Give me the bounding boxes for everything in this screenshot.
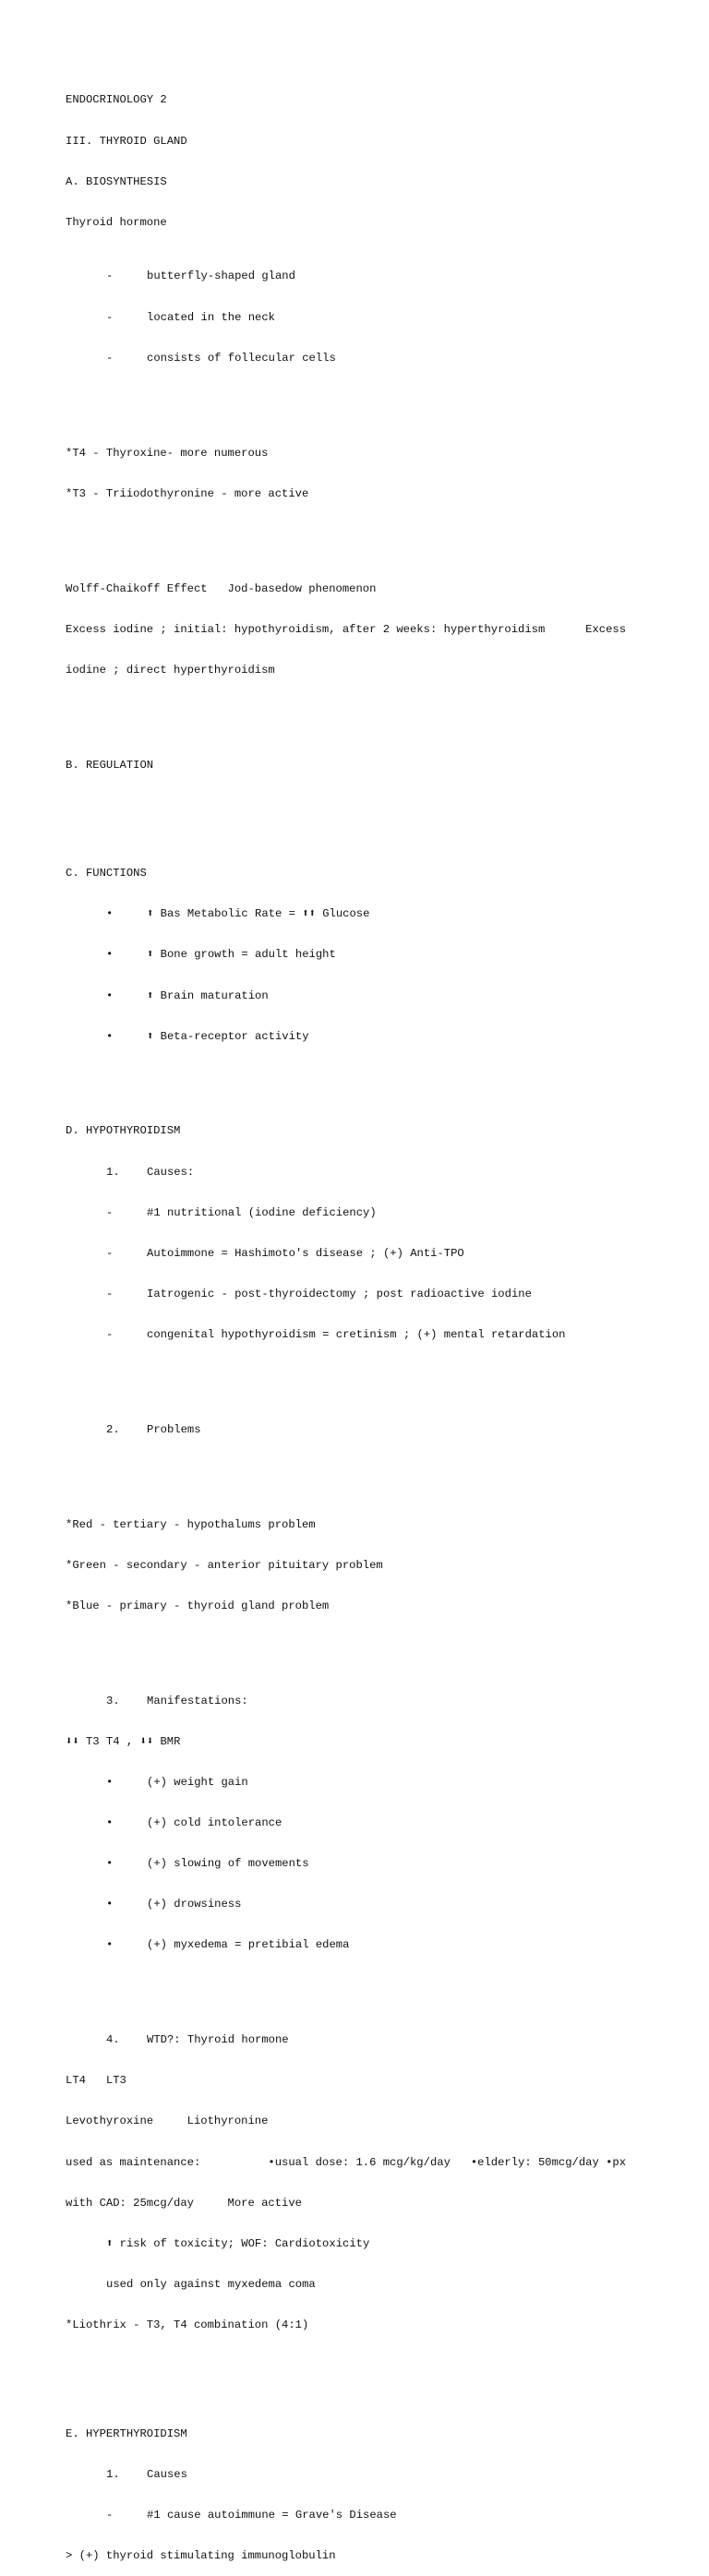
section-a-subtitle: Thyroid hormone <box>66 215 167 229</box>
section-c-heading: C. FUNCTIONS <box>66 867 147 881</box>
dash-marker: - <box>106 310 114 324</box>
dash-marker: - <box>106 351 114 365</box>
problem-note-blue: *Blue - primary - thyroid gland problem <box>66 1599 330 1612</box>
bullet-marker: • <box>106 1938 114 1952</box>
myxedema-line: used only against myxedema coma <box>106 2277 316 2291</box>
bullet-marker: • <box>106 948 114 962</box>
list-item: • (+) weight gain <box>106 1776 248 1789</box>
dash-marker: - <box>106 2508 114 2522</box>
section-a-heading: A. BIOSYNTHESIS <box>66 174 167 188</box>
dash-marker: - <box>106 270 114 283</box>
bullet-marker: • <box>106 1898 114 1911</box>
effects-heading: Wolff-Chaikoff Effect Jod-basedow phenomenon <box>66 581 377 595</box>
list-item: - Autoimmone = Hashimoto's disease ; (+) Anti-TPO <box>106 1246 464 1260</box>
numbered-heading: 3. Manifestations: <box>106 1694 248 1707</box>
effects-detail-continued: iodine ; direct hyperthyroidism <box>66 663 275 677</box>
dash-marker: - <box>106 1287 114 1300</box>
dash-marker: - <box>106 1205 114 1219</box>
bullet-marker: • <box>106 1857 114 1871</box>
section-d-heading: D. HYPOTHYROIDISM <box>66 1124 181 1138</box>
problem-note-green: *Green - secondary - anterior pituitary problem <box>66 1558 383 1572</box>
numbered-heading: 1. Causes: <box>106 1165 195 1179</box>
course-title: ENDOCRINOLOGY 2 <box>66 93 167 107</box>
section-b-heading: B. REGULATION <box>66 758 154 772</box>
bullet-marker: • <box>106 1029 114 1043</box>
bullet-marker: • <box>106 988 114 1002</box>
list-item: - congenital hypothyroidism = cretinism ; (+) mental retardation <box>106 1327 566 1341</box>
toxicity-line: ⬆ risk of toxicity; WOF: Cardiotoxicity <box>106 2236 370 2250</box>
cad-line: with CAD: 25mcg/day More active <box>66 2196 302 2210</box>
numbered-heading: 1. Causes <box>106 2467 187 2481</box>
bullet-marker: • <box>106 1776 114 1789</box>
list-item: - #1 nutritional (iodine deficiency) <box>106 1205 377 1219</box>
numbered-heading: 4. WTD?: Thyroid hormone <box>106 2033 289 2047</box>
list-item: - located in the neck <box>106 310 275 324</box>
bullet-marker: • <box>106 1816 114 1830</box>
liothrix-note: *Liothrix - T3, T4 combination (4:1) <box>66 2318 309 2331</box>
drug-names: Levothyroxine Liothyronine <box>66 2115 269 2128</box>
list-item: • ⬆ Beta-receptor activity <box>106 1029 309 1043</box>
note-t4: *T4 - Thyroxine- more numerous <box>66 446 269 460</box>
list-item: • ⬆ Brain maturation <box>106 988 269 1002</box>
numbered-heading: 2. Problems <box>106 1422 201 1436</box>
list-item: • (+) cold intolerance <box>106 1816 282 1830</box>
list-item: • (+) myxedema = pretibial edema <box>106 1938 350 1952</box>
dash-marker: - <box>106 1246 114 1260</box>
immunoglobulin-line: > (+) thyroid stimulating immunoglobulin <box>66 2548 336 2562</box>
maintenance-line: used as maintenance: •usual dose: 1.6 mcg/kg/day •elderly: 50mcg/day •px <box>66 2155 627 2169</box>
section-e-heading: E. HYPERTHYROIDISM <box>66 2426 187 2440</box>
list-item: • ⬆ Bone growth = adult height <box>106 948 336 962</box>
list-item: - consists of follecular cells <box>106 351 336 365</box>
manifestations-lead: ⬇⬇ T3 T4 , ⬇⬇ BMR <box>66 1734 181 1748</box>
document-body <box>66 66 656 2576</box>
note-t3: *T3 - Triiodothyronine - more active <box>66 486 309 500</box>
dash-marker: - <box>106 1327 114 1341</box>
chapter-title: III. THYROID GLAND <box>66 134 187 148</box>
list-item: • ⬆ Bas Metabolic Rate = ⬆⬆ Glucose <box>106 907 370 921</box>
list-item: • (+) drowsiness <box>106 1898 242 1911</box>
list-item: - butterfly-shaped gland <box>106 270 295 283</box>
drug-codes: LT4 LT3 <box>66 2074 126 2088</box>
list-item: - Iatrogenic - post-thyroidectomy ; post radioactive iodine <box>106 1287 532 1300</box>
problem-note-red: *Red - tertiary - hypothalums problem <box>66 1517 316 1531</box>
bullet-marker: • <box>106 907 114 921</box>
list-item: • (+) slowing of movements <box>106 1857 309 1871</box>
list-item: - #1 cause autoimmune = Grave's Disease <box>106 2508 397 2522</box>
effects-detail: Excess iodine ; initial: hypothyroidism, after 2 weeks: hyperthyroidism Excess <box>66 622 627 636</box>
